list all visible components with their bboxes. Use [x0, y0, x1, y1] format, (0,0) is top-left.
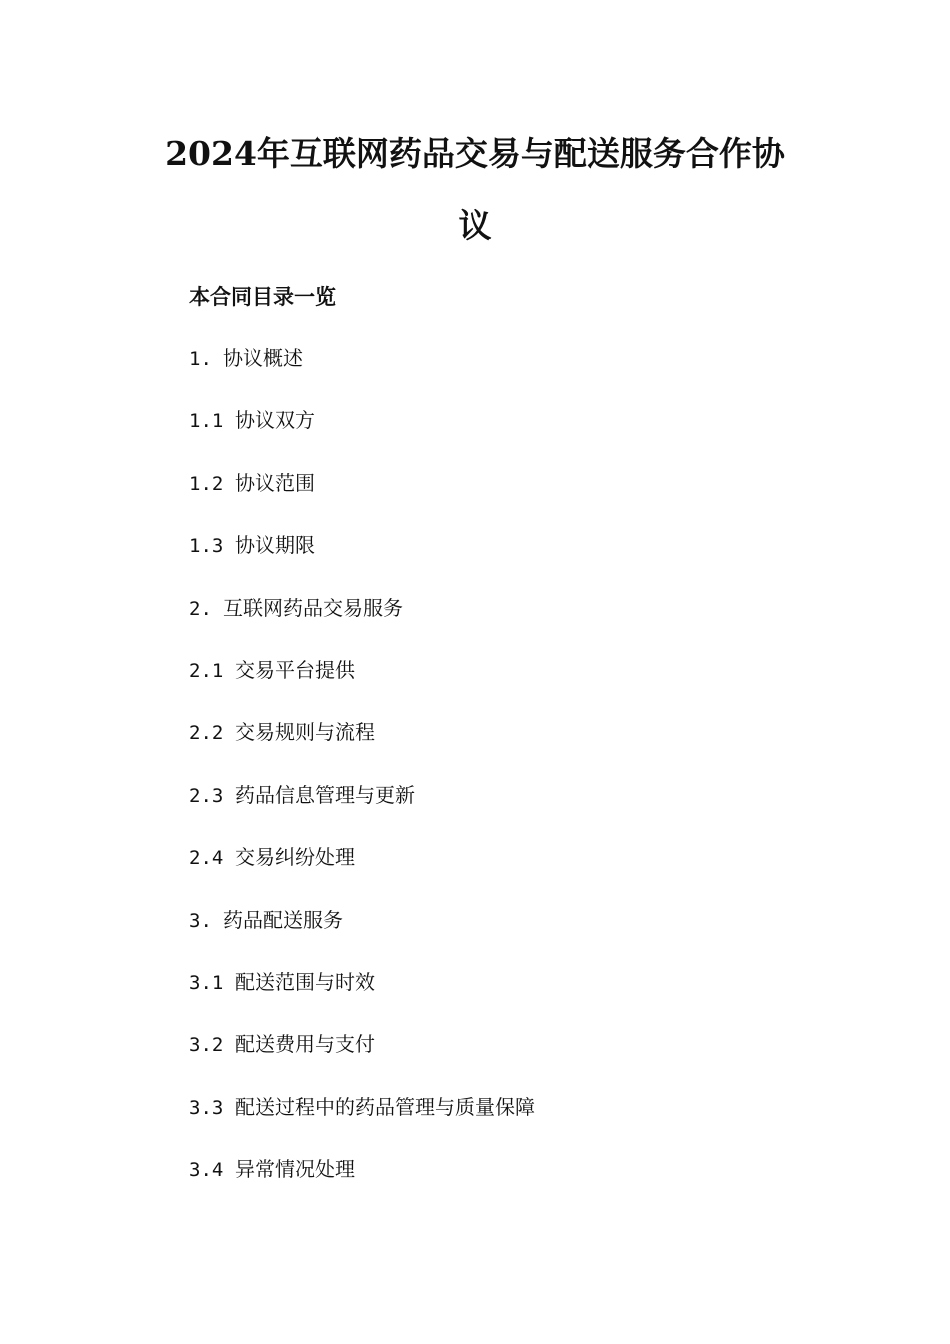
toc-heading: 本合同目录一览: [189, 284, 336, 309]
toc-item-text: 配送范围与时效: [235, 969, 375, 994]
toc-item-text: 药品配送服务: [223, 907, 343, 932]
toc-item-text: 药品信息管理与更新: [235, 782, 415, 807]
toc-item-text: 协议范围: [235, 470, 315, 495]
toc-item-text: 异常情况处理: [235, 1157, 355, 1182]
toc-item: [189, 470, 535, 532]
toc-item-number: 1.2: [189, 472, 224, 495]
toc-item-text: 协议双方: [235, 408, 315, 433]
toc-item-text: 互联网药品交易服务: [223, 595, 403, 620]
document-title-line-2: 议: [458, 206, 492, 245]
toc-item: [189, 907, 535, 969]
toc-item: [189, 532, 535, 594]
toc-item: [189, 1156, 535, 1218]
toc-item-number: 1.: [189, 348, 212, 370]
toc-item-number: 3.: [189, 909, 212, 932]
toc-item-text: 交易纠纷处理: [235, 845, 355, 870]
toc-item: [189, 1031, 535, 1093]
toc-item: [189, 407, 535, 469]
toc-item: [189, 782, 535, 844]
toc-item: [189, 719, 535, 781]
toc-item-text: 协议概述: [223, 346, 303, 370]
toc-item-number: 2.2: [189, 722, 224, 745]
toc-item-number: 3.1: [189, 971, 224, 994]
toc-item-text: 配送费用与支付: [235, 1032, 375, 1057]
toc-item: [189, 595, 535, 657]
toc-item-number: 1.3: [189, 535, 224, 558]
toc-item-number: 3.3: [189, 1096, 224, 1119]
toc-item: [189, 844, 535, 906]
toc-item-number: 2.4: [189, 847, 224, 870]
toc-item: [189, 657, 535, 719]
toc-item-text: 交易平台提供: [235, 657, 355, 682]
toc-item-text: 配送过程中的药品管理与质量保障: [235, 1094, 535, 1119]
toc-item-number: 2.3: [189, 784, 224, 807]
table-of-contents: [189, 345, 535, 1218]
toc-item-number: 3.2: [189, 1034, 224, 1057]
toc-item: [189, 1094, 535, 1156]
toc-item-number: 2.1: [189, 659, 224, 682]
toc-item-number: 2.: [189, 597, 212, 620]
toc-item-number: 1.1: [189, 410, 224, 433]
toc-item-text: 交易规则与流程: [235, 720, 375, 745]
toc-item: [189, 345, 535, 407]
document-title-line-1: 2024年互联网药品交易与配送服务合作协: [165, 134, 785, 173]
toc-item-text: 协议期限: [235, 533, 315, 558]
toc-item-number: 3.4: [189, 1159, 224, 1182]
toc-item: [189, 969, 535, 1031]
